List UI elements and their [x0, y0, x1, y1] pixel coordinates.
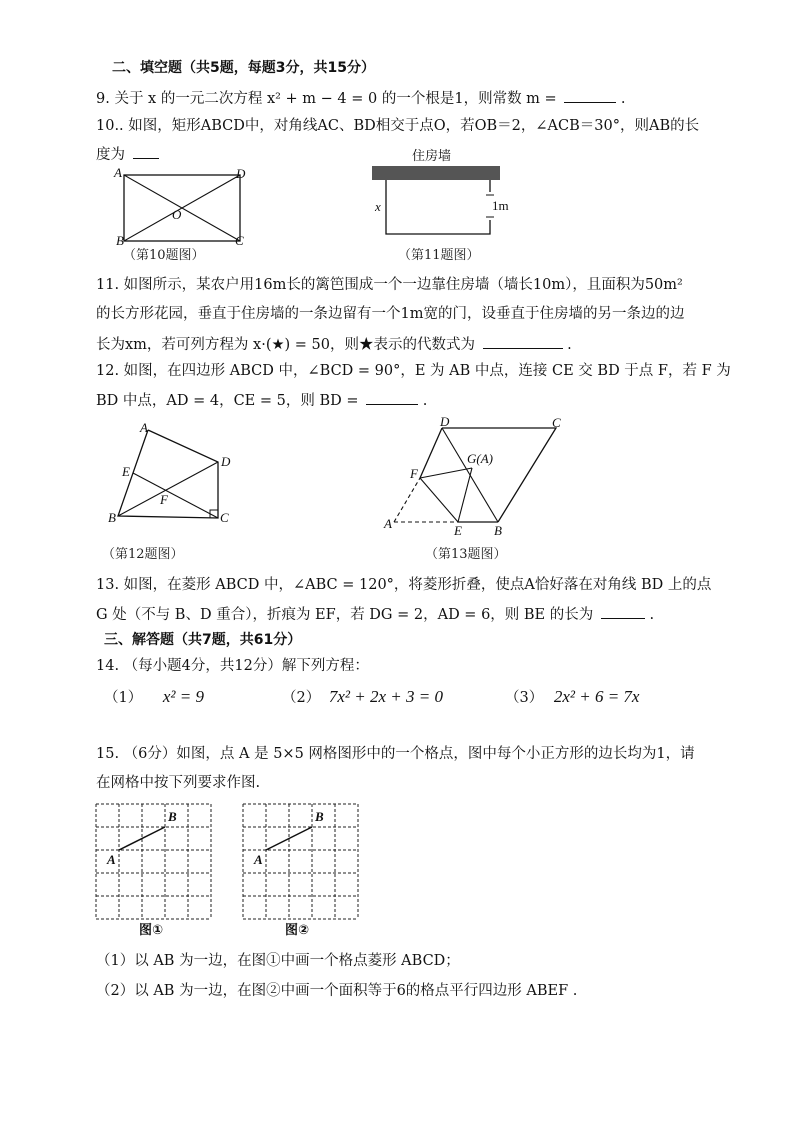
question-14-item-1	[104, 688, 204, 707]
side-df	[420, 428, 442, 478]
label-b: B	[108, 510, 116, 525]
wall	[372, 166, 500, 180]
segment-bd	[118, 462, 218, 516]
section-2-title: 二、填空题（共5题，每题3分，共15分）	[112, 60, 375, 76]
label-d: D	[440, 414, 450, 429]
figure-13	[380, 414, 580, 538]
figure-13-caption: （第13题图）	[425, 547, 507, 562]
folded-side-af	[394, 478, 420, 522]
grid-1-caption: 图①	[139, 923, 164, 938]
answer-blank-9[interactable]	[564, 88, 616, 103]
segment-fg	[420, 468, 472, 478]
label-b: B	[494, 523, 502, 538]
segment-ce	[133, 473, 218, 518]
question-11-line-3-text: 长为xm，若可列方程为 x·(★) = 50，则★表示的代数式为	[96, 337, 475, 353]
figure-12	[100, 418, 240, 532]
answer-blank-10[interactable]	[133, 144, 159, 159]
grid-figure-1[interactable]	[96, 804, 214, 920]
label-f: F	[160, 492, 168, 507]
figure-12-caption: （第12题图）	[102, 547, 184, 562]
label-o: O	[172, 207, 182, 222]
label-d: D	[236, 166, 246, 181]
item-3-number: （3）	[505, 690, 544, 706]
question-14-item-3	[505, 688, 639, 707]
question-10-line-1: 10.. 如图，矩形ABCD中，对角线AC、BD相交于点O，若OB＝2，∠ACB＝30°，则AB的长	[96, 118, 700, 134]
question-15-requirement-2: （2）以 AB 为一边，在图②中画一个面积等于6的格点平行四边形 ABEF .	[96, 983, 578, 999]
question-15-requirement-1: （1）以 AB 为一边，在图①中画一个格点菱形 ABCD；	[96, 953, 460, 969]
question-15-line-1: 15. （6分）如图，点 A 是 5×5 网格图形中的一个格点，图中每个小正方形的边长均为1，请	[96, 746, 695, 762]
question-10-line-2-text: 度为	[96, 147, 125, 163]
label-f: F	[410, 466, 418, 481]
equation-1: x² = 9	[162, 687, 204, 706]
point-b-label: B	[315, 809, 324, 824]
section-3-title: 三、解答题（共7题，共61分）	[104, 632, 302, 648]
question-11-line-1: 11. 如图所示，某农户用16m长的篱笆围成一个一边靠住房墙（墙长10m），且面积为50m²	[96, 277, 683, 293]
label-b: B	[116, 233, 124, 248]
gate-width-label: 1m	[492, 198, 509, 213]
label-e: E	[454, 523, 462, 538]
point-a-label: A	[107, 852, 116, 867]
label-c: C	[220, 510, 229, 525]
label-c: C	[235, 233, 244, 248]
question-9-text: 9. 关于 x 的一元二次方程 x² + m − 4 = 0 的一个根是1，则常数 m =	[96, 91, 557, 107]
label-a: A	[140, 420, 148, 435]
question-13-line-2	[96, 604, 654, 624]
answer-blank-13[interactable]	[601, 604, 645, 619]
figure-11	[368, 148, 508, 244]
label-a: A	[114, 165, 122, 180]
question-12-line-2: BD 中点，AD = 4，CE = 5，则 BD = .	[96, 390, 427, 410]
question-13-line-2-end: .	[649, 607, 655, 623]
x-label: x	[375, 199, 381, 214]
question-12-line-2-text: BD 中点，AD = 4，CE = 5，则 BD =	[96, 393, 359, 409]
crease-ef	[420, 478, 458, 522]
question-11-line-3-end: .	[567, 337, 572, 353]
label-c: C	[552, 415, 561, 430]
figure-10	[110, 165, 260, 255]
figure-10-caption: （第10题图）	[123, 248, 205, 263]
question-11-line-3	[96, 334, 572, 354]
question-13-line-2-text: G 处（不与 B、D 重合），折痕为 EF，若 DG = 2，AD = 6，则 BE 的长为	[96, 607, 594, 623]
question-13-line-1: 13. 如图，在菱形 ABCD 中，∠ABC = 120°，将菱形折叠，使点A恰好落在对角线 BD 上的点	[96, 577, 712, 593]
label-a: A	[384, 516, 392, 531]
quadrilateral-abcd	[118, 430, 218, 518]
label-d: D	[221, 454, 231, 469]
rhombus-top-right	[442, 428, 556, 522]
question-9: 9. 关于 x 的一元二次方程 x² + m − 4 = 0 的一个根是1，则常数 m = .	[96, 88, 626, 108]
question-10-line-2	[96, 144, 159, 164]
question-14-item-2	[282, 688, 443, 707]
label-g: G(A)	[467, 451, 493, 466]
answer-blank-12[interactable]	[366, 390, 418, 405]
point-a-label: A	[254, 852, 263, 867]
item-2-number: （2）	[282, 690, 321, 706]
question-12-line-1: 12. 如图，在四边形 ABCD 中，∠BCD = 90°，E 为 AB 中点，连接 CE 交 BD 于点 F，若 F 为	[96, 363, 731, 379]
item-1-number: （1）	[104, 690, 143, 706]
point-b-label: B	[168, 809, 177, 824]
grid-figure-2[interactable]	[243, 804, 361, 920]
question-11-line-2: 的长方形花园，垂直于住房墙的一条边留有一个1m宽的门，设垂直于住房墙的另一条边的边	[96, 306, 685, 322]
label-e: E	[122, 464, 130, 479]
figure-11-caption: （第11题图）	[398, 248, 480, 263]
equation-2: 7x² + 2x + 3 = 0	[328, 687, 443, 706]
wall-label: 住房墙	[412, 148, 452, 163]
equation-3: 2x² + 6 = 7x	[553, 687, 640, 706]
question-15-line-2: 在网格中按下列要求作图.	[96, 775, 261, 791]
question-14-title: 14. （每小题4分，共12分）解下列方程：	[96, 658, 369, 674]
answer-blank-11[interactable]	[483, 334, 563, 349]
grid-2-caption: 图②	[285, 923, 310, 938]
fence	[386, 180, 490, 234]
segment-ge	[458, 468, 472, 522]
